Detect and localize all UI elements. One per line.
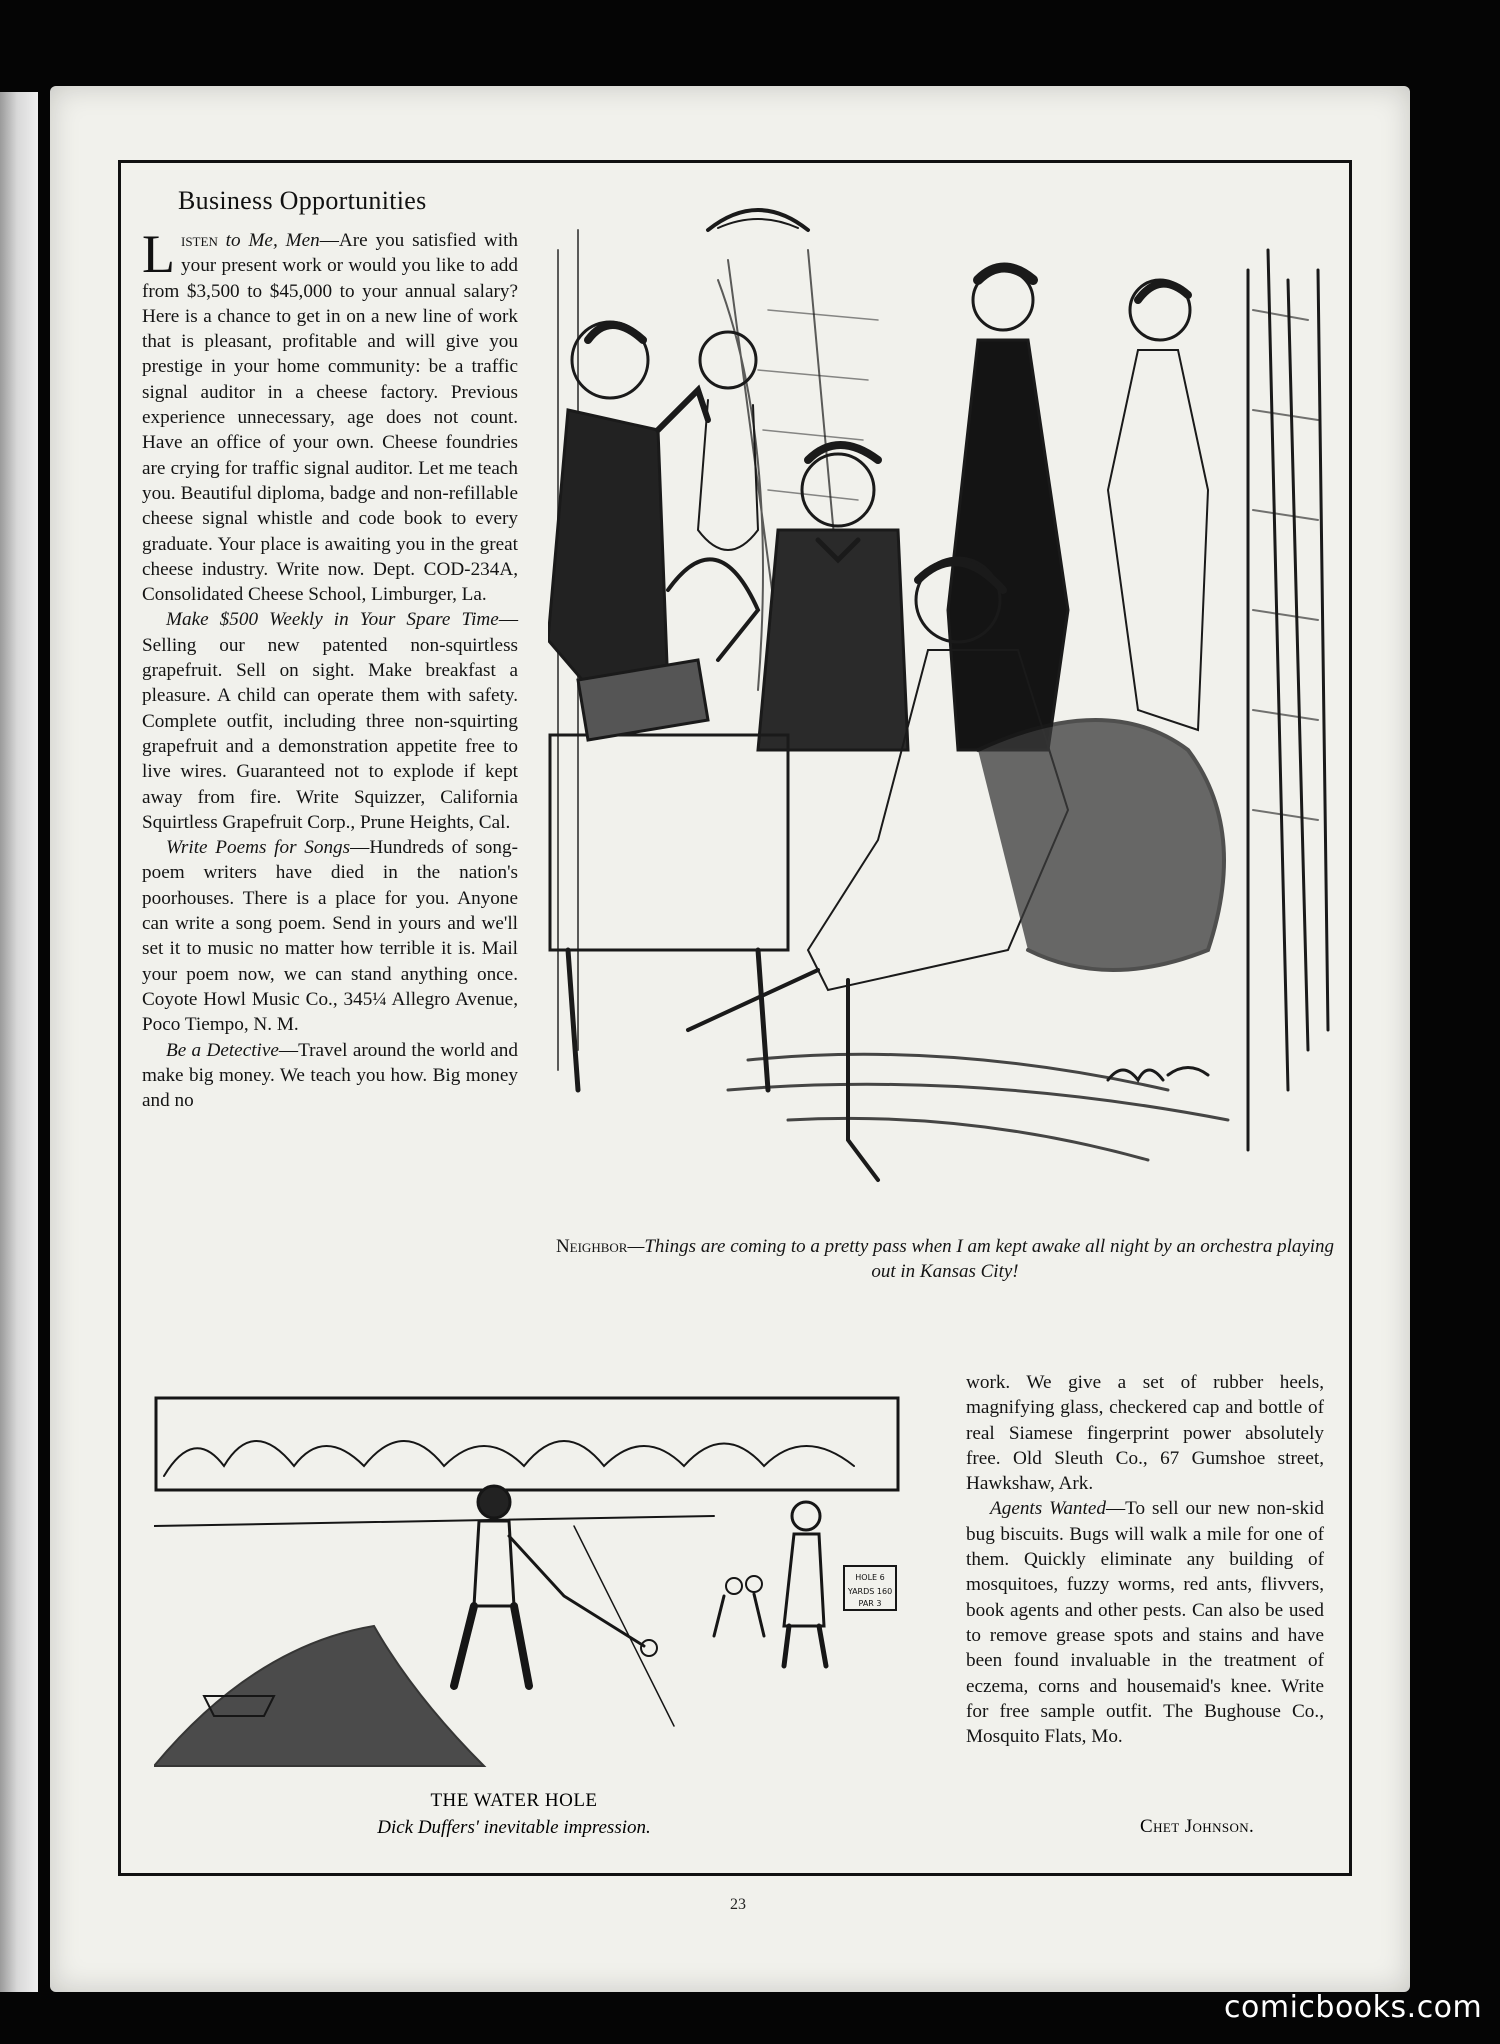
golf-subtitle: Dick Duffers' inevitable impression. bbox=[377, 1817, 651, 1838]
golf-cartoon bbox=[154, 1396, 900, 1774]
neighbor-text: —Things are coming to a pretty pass when I am kept awake all night by an orchestra playing out in Kansas City! bbox=[627, 1236, 1335, 1282]
golf-title: THE WATER HOLE bbox=[430, 1790, 598, 1811]
ads-column-left bbox=[142, 224, 518, 1113]
ad-song-poems: Write Poems for Songs—Hundreds of song-poem writers have died in the nation's poorhouses. There is a place for you. Anyone can write a song poem. Send in yours and we'll set it to music no matter how terrible it is. Mail your poem now, we can stand anything once. Coyote Howl Music Co., 345¼ Allegro Avenue, Poco Tiempo, N. M. bbox=[142, 837, 518, 1036]
page-number: 23 bbox=[730, 1896, 746, 1913]
ad-agents: Agents Wanted—To sell our new non-skid bug biscuits. Bugs will walk a mile for one of them. Quickly eliminate any building of mosquitoes, fuzzy worms, red ants, flivvers, book agents and other pests. Can also be used to remove grease spots and stains and have been found invaluable in the treatment of eczema, corns and housemaid's knee. Write for free sample outfit. The Bughouse Co., Mosquito Flats, Mo. bbox=[966, 1498, 1324, 1748]
page-headline: Business Opportunities bbox=[178, 186, 427, 215]
site-watermark: comicbooks.com bbox=[1224, 1990, 1483, 2025]
ad-detective: Be a Detective—Travel around the world and make big money. We teach you how. Big money and no bbox=[142, 1039, 518, 1112]
author-signature: Chet Johnson. bbox=[1140, 1816, 1255, 1837]
party-illustration bbox=[548, 190, 1344, 1190]
ads-column-right bbox=[966, 1370, 1324, 1749]
ad-grapefruit: Make $500 Weekly in Your Spare Time—Selling our new patented non-squirtless grapefruit. Sell on sight. Make breakfast a pleasure. A child can operate them with safety. Complete outfit, including three non-squirting grapefruit and a demonstration appetite free to live wires. Guaranteed not to explode if kept away from fire. Write Squizzer, California Squirtless Grapefruit Corp., Prune Heights, Cal. bbox=[142, 609, 518, 833]
ad-detective-continued: work. We give a set of rubber heels, magnifying glass, checkered cap and bottle of real Siamese fingerprint power absolutely free. Old Sleuth Co., 67 Gumshoe street, Hawkshaw, Ark. bbox=[966, 1372, 1324, 1495]
svg-text:YARDS 160: YARDS 160 bbox=[847, 1587, 893, 1596]
svg-text:HOLE 6: HOLE 6 bbox=[855, 1573, 885, 1582]
ad-listen: Listen to Me, Men—Are you satisfied with your present work or would you like to add from $3,500 to $45,000 to your annual salary? Here is a chance to get in on a new line of work that is pleasant, profitable and will give you prestige in your home community: be a traffic signal auditor in a cheese factory. Previous experience unnecessary, age does not count. Have an office of your own. Cheese foundries are crying for traffic signal auditor. Let me teach you. Beautiful diploma, badge and non-refillable cheese signal whistle and code book to every graduate. Your place is awaiting you in the great cheese industry. Write now. Dept. COD-234A, Consolidated Cheese School, Limburger, La. bbox=[142, 224, 518, 606]
svg-text:PAR 3: PAR 3 bbox=[858, 1599, 882, 1608]
drop-cap: L bbox=[142, 224, 175, 284]
neighbor-speaker: Neighbor bbox=[555, 1236, 628, 1257]
facing-page-edge bbox=[0, 92, 38, 1992]
neighbor-caption bbox=[555, 1234, 1335, 1284]
